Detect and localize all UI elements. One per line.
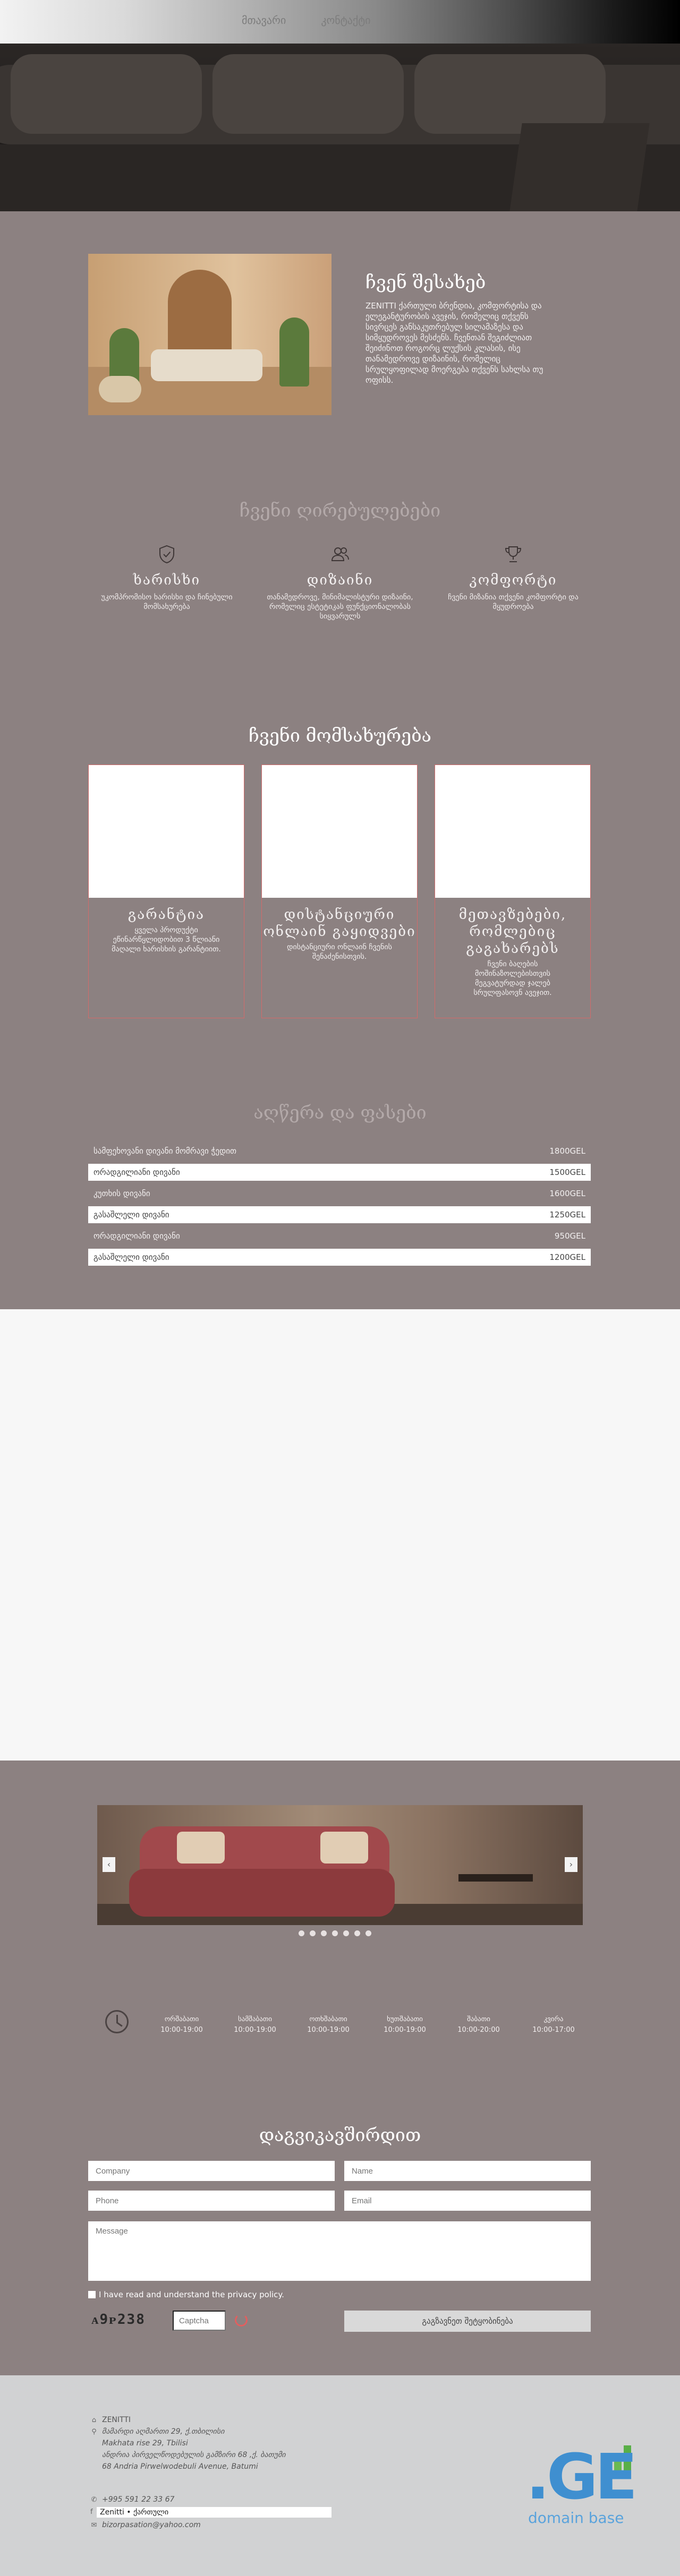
email-field[interactable] — [344, 2191, 591, 2211]
value-name: დიზაინი — [307, 572, 373, 588]
price-name: ორადგილიანი დივანი — [94, 1167, 180, 1177]
service-image — [262, 765, 417, 898]
service-title: მეთავზებები, რომლებიც გაგახარებს — [458, 907, 567, 957]
value-desc: თანამედროვე, მინიმალისტური დიზაინი, რომელიც ესტეტიკას ფუნქციონალობას სიყვარულს — [267, 593, 413, 621]
service-card-warranty — [88, 765, 244, 1018]
brand-name: ZENITTI — [102, 2416, 131, 2424]
price-value: 1500GEL — [549, 1167, 585, 1177]
footer-address — [90, 2427, 224, 2436]
clock-icon — [105, 2010, 129, 2033]
address-ge: მამარდი აღმართი 29, ქ.თბილისი — [102, 2427, 225, 2436]
day-time: 10:00-17:00 — [532, 2026, 575, 2034]
slider-prev-button[interactable]: ‹ — [103, 1857, 115, 1872]
privacy-label: I have read and understand the privacy policy. — [99, 2290, 284, 2299]
nav-link-home[interactable]: მთავარი — [242, 14, 286, 27]
value-quality — [92, 544, 241, 612]
company-field[interactable] — [88, 2161, 335, 2181]
about-title: ჩვენ შესახებ — [366, 272, 486, 293]
day-name: ორშაბათი — [164, 2015, 199, 2023]
slider-dot[interactable] — [366, 1930, 371, 1936]
day-name: სამშაბათი — [238, 2015, 272, 2023]
value-name: კომფორტი — [469, 572, 557, 588]
service-card-online — [261, 765, 418, 1018]
slider-dot[interactable] — [332, 1930, 338, 1936]
contact-title: დაგვიკავშირდით — [259, 2125, 421, 2146]
slider-dot[interactable] — [354, 1930, 360, 1936]
price-name: გასაშლელი დივანი — [94, 1252, 169, 1262]
hours-day — [302, 2014, 355, 2036]
building-icon: ⌂ — [91, 2416, 97, 2424]
service-image — [89, 765, 244, 898]
day-time: 10:00-19:00 — [307, 2026, 350, 2034]
footer-address: ანდრია პირველწოდებულის გამზირი 68 ,ქ. ბათუმი — [102, 2451, 286, 2459]
name-field[interactable] — [344, 2161, 591, 2181]
slider-dot[interactable] — [343, 1930, 349, 1936]
slider-dot[interactable] — [321, 1930, 327, 1936]
value-design — [266, 544, 414, 621]
prices-title: აღწერა და ფასები — [253, 1102, 427, 1123]
day-time: 10:00-19:00 — [160, 2026, 203, 2034]
price-row — [88, 1164, 591, 1181]
hours-day — [155, 2014, 208, 2036]
footer-brand — [90, 2416, 131, 2424]
slider-next-button[interactable]: › — [565, 1857, 577, 1872]
service-title: დისტანციური ონლაინ გაყიდვები — [263, 907, 416, 940]
footer-phone[interactable] — [90, 2495, 174, 2504]
service-card-offers — [435, 765, 591, 1018]
slider-dot[interactable] — [299, 1930, 304, 1936]
service-desc: დისტანციური ონლაინ ჩვენის შენაძენისთვის. — [287, 943, 392, 961]
hours-day — [378, 2014, 431, 2036]
send-message-button[interactable]: გაგზავნეთ შეტყობინება — [344, 2311, 591, 2332]
services-title: ჩვენი მომსახურება — [248, 725, 432, 746]
email-icon: ✉ — [91, 2521, 97, 2529]
price-name: კუთხის დივანი — [94, 1189, 150, 1198]
captcha-image: ᴀ9ᴘ238 — [91, 2312, 146, 2328]
price-row — [88, 1249, 591, 1266]
price-value: 1200GEL — [549, 1252, 585, 1262]
about-image — [88, 254, 332, 415]
map-placeholder — [0, 1309, 680, 1761]
price-row — [88, 1227, 591, 1244]
price-name: სამფეხოვანი დივანი მომრავი ჭედით — [94, 1146, 237, 1156]
logo-subtitle: domain base — [528, 2509, 624, 2527]
shield-check-icon — [156, 544, 177, 565]
footer-address: Makhata rise 29, Tbilisi — [102, 2439, 188, 2448]
map-pin-icon: ⚲ — [91, 2427, 97, 2436]
trophy-icon — [503, 544, 524, 565]
slider-dots — [299, 1930, 371, 1936]
top-nav — [0, 0, 680, 44]
hours-day — [527, 2014, 580, 2036]
price-name: გასაშლელი დივანი — [94, 1210, 169, 1220]
hours-day — [452, 2014, 505, 2036]
service-desc: ყველა პროდუქტი ეწინარწყლიდობით 3 წლიანი მაღალი ხარისხის გარანტიით. — [112, 926, 221, 954]
day-name: ხუთშაბათი — [387, 2015, 423, 2023]
price-row — [88, 1143, 591, 1160]
price-row — [88, 1206, 591, 1223]
price-value: 1250GEL — [549, 1210, 585, 1220]
slider-dot[interactable] — [310, 1930, 316, 1936]
image-slider[interactable] — [97, 1805, 583, 1925]
price-row — [88, 1185, 591, 1202]
hero-image — [0, 44, 680, 211]
service-desc: ჩვენი ბაღების მოშინაზოლებისთვის მეგვატურდად ჯალებ სრულფასოვნ ავეჯით. — [473, 960, 552, 997]
day-time: 10:00-20:00 — [457, 2026, 500, 2034]
phone-field[interactable] — [88, 2191, 335, 2211]
service-image — [435, 765, 590, 898]
price-value: 1600GEL — [549, 1189, 585, 1198]
value-name: ხარისხი — [133, 572, 201, 588]
value-desc: ჩვენი მიზანია თქვენი კომფორტი და მყუდროება — [448, 593, 579, 611]
day-name: ოთხშაბათი — [309, 2015, 347, 2023]
privacy-checkbox[interactable] — [88, 2291, 96, 2298]
email-address[interactable]: bizorpasation@yahoo.com — [102, 2521, 201, 2529]
logo-text: .GE — [526, 2440, 635, 2513]
price-value: 1800GEL — [549, 1146, 585, 1156]
values-title: ჩვენი ღირებულებები — [239, 500, 441, 521]
price-name: ორადგილიანი დივანი — [94, 1231, 180, 1241]
day-time: 10:00-19:00 — [384, 2026, 426, 2034]
price-value: 950GEL — [554, 1231, 585, 1241]
service-title: გარანტია — [128, 907, 205, 923]
language-select[interactable]: Zenitti • ქართული — [97, 2507, 332, 2518]
day-time: 10:00-19:00 — [234, 2026, 276, 2034]
phone-icon: ✆ — [91, 2495, 97, 2504]
refresh-icon[interactable] — [235, 2314, 248, 2326]
value-comfort — [439, 544, 588, 612]
footer-address: 68 Andria Pirwelwodebuli Avenue, Batumi — [102, 2462, 258, 2471]
footer-email[interactable] — [90, 2521, 201, 2529]
domain-base-logo[interactable] — [526, 2419, 643, 2525]
day-name: კვირა — [543, 2015, 564, 2023]
facebook-icon[interactable]: f — [90, 2508, 93, 2516]
nav-link-contact[interactable]: კონტაქტი — [321, 14, 371, 27]
day-name: შაბათი — [467, 2015, 490, 2023]
message-field[interactable] — [88, 2221, 591, 2281]
about-text: ZENITTI ქართული ბრენდია, კომფორტისა და ელეგანტურობის ავეჯის, რომელიც თქვენს სივრცეს განსაკუთრებულ სილამაზესა და სიმყუდროვეს მესძენს. ჩვენთან შეგიძლიათ შეიძინოთ როგორც ლუქსის კლასის, ისე თანამედროვე დიზაინის, რომელიც სრულყოფილად მოერგება თქვენს სახლსა თუ ოფისს. — [366, 301, 543, 385]
captcha-input[interactable] — [173, 2311, 226, 2331]
hours-day — [228, 2014, 282, 2036]
value-desc: უკომპრომისო ხარისხი და ჩინებული მომსახურება — [101, 593, 233, 611]
phone-number[interactable]: +995 591 22 33 67 — [102, 2495, 175, 2504]
privacy-consent[interactable] — [88, 2290, 284, 2299]
users-icon — [329, 544, 351, 565]
